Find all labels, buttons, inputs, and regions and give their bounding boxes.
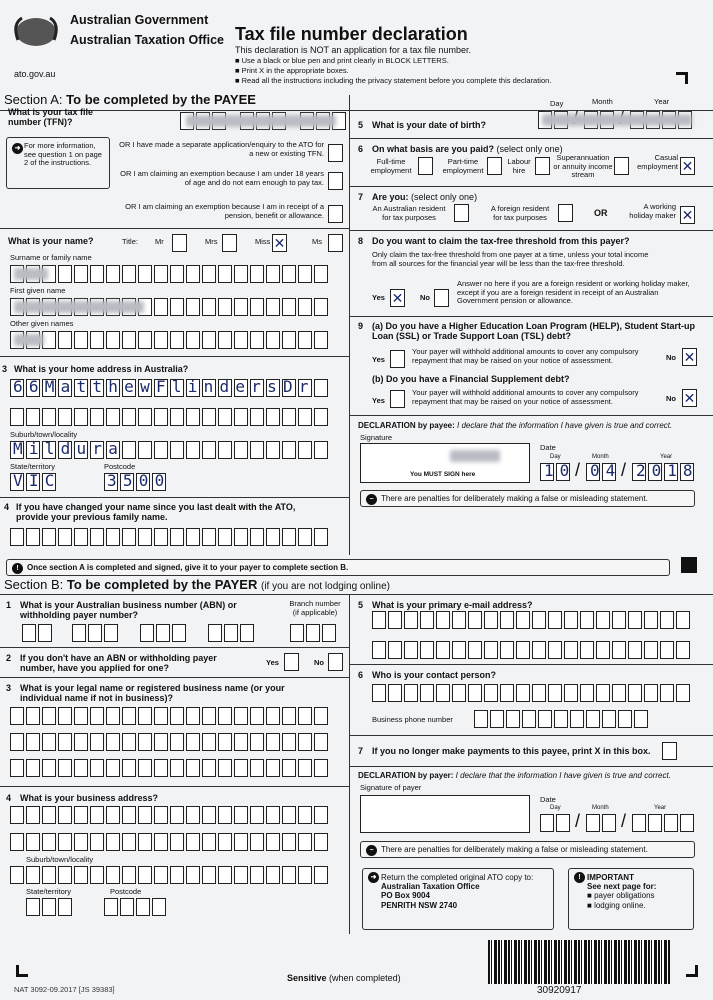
dob-day-label: Day	[550, 99, 564, 108]
pension-checkbox[interactable]	[328, 205, 343, 223]
labour-hire-checkbox[interactable]	[535, 157, 550, 175]
corner-mark	[686, 965, 698, 977]
payer-day-label: Day	[550, 805, 561, 811]
casual-label: Casual employment	[637, 153, 678, 171]
b-q3-number: 3	[6, 683, 12, 693]
email-boxes[interactable]	[372, 611, 690, 629]
q9a-yes-label: Yes	[372, 355, 385, 364]
address-boxes-2[interactable]	[10, 408, 328, 426]
mrs-checkbox[interactable]	[222, 234, 237, 252]
super-checkbox[interactable]	[614, 157, 629, 175]
legal-name-boxes[interactable]	[10, 707, 328, 725]
black-marker	[681, 557, 697, 573]
b-q7-label: If you no longer make payments to this payee, print X in this box.	[372, 746, 651, 756]
super-label: Superannuation or annuity income stream	[553, 153, 613, 180]
date-month-label: Month	[592, 454, 609, 460]
branch-boxes[interactable]	[290, 624, 336, 642]
info-icon: !	[574, 872, 585, 883]
state-value: VIC	[13, 471, 61, 490]
q9b-yes-checkbox[interactable]	[390, 390, 405, 408]
date-year-value: 2018	[636, 461, 699, 480]
payer-year-label: Year	[654, 805, 667, 811]
q9a-note: Your payer will withhold additional amounts to cover any compulsory repayment that may be raised on your notice of assessment.	[412, 347, 639, 365]
bullet-icon: ■	[235, 66, 242, 75]
important-label: IMPORTANT	[587, 873, 634, 882]
q9b-label: (b) Do you have a Financial Supplement debt?	[372, 374, 570, 384]
mr-label: Mr	[155, 237, 164, 246]
q6-label: On what basis are you paid? (select only one)	[372, 144, 563, 154]
other-names-redacted	[14, 334, 44, 346]
section-a-heading: Section A: To be completed by the PAYEE	[4, 92, 256, 107]
new-tfn-checkbox[interactable]	[328, 144, 343, 162]
part-time-checkbox[interactable]	[487, 157, 502, 175]
corner-mark	[16, 965, 28, 977]
whm-label: A working holiday maker	[629, 202, 676, 220]
signature-label: Signature	[360, 433, 393, 442]
sensitive-label: Sensitive (when completed)	[287, 973, 401, 983]
surname-boxes[interactable]	[10, 265, 328, 283]
payer-declaration: DECLARATION by payer: I declare that the information I have given is true and correct.	[358, 771, 671, 780]
aus-resident-checkbox[interactable]	[454, 204, 469, 222]
b-state-boxes[interactable]	[26, 898, 72, 916]
b-q7-number: 7	[358, 746, 364, 756]
dob-month-label: Month	[592, 97, 613, 106]
b-q2-label: If you don't have an ABN or withholding payer number, have you applied for one?	[20, 653, 217, 674]
part-time-label: Part-time employment	[442, 157, 484, 175]
minus-icon: −	[366, 494, 377, 505]
slash-5: /	[575, 811, 581, 831]
first-name-redacted	[14, 301, 144, 313]
payer-month-boxes[interactable]	[586, 814, 616, 832]
abn-boxes[interactable]	[208, 624, 254, 642]
q9b-yes-label: Yes	[372, 396, 385, 405]
q3-label: What is your home address in Australia?	[14, 364, 189, 374]
q9b-no-label: No	[666, 394, 676, 403]
barcode-number: 30920917	[537, 985, 582, 996]
instruction-3: ■ Read all the instructions including the privacy statement before you complete this declaration.	[235, 76, 552, 85]
postcode-label: Postcode	[104, 462, 136, 471]
payer-date-label: Date	[540, 795, 556, 804]
q3-number: 3	[2, 364, 8, 374]
biz-address-boxes[interactable]	[10, 806, 328, 824]
return-line-1: Australian Taxation Office	[381, 882, 480, 892]
q8-yes-checkbox[interactable]: ✕	[391, 290, 404, 306]
q9a-label: (a) Do you have a Higher Education Loan Program (HELP), Student Start-up Loan (SSL) or Trade Support Loan (TSL) debt?	[372, 321, 696, 342]
b-q3-label: What is your legal name or registered business name (or your individual name if not in business)?	[20, 683, 285, 704]
legal-name-boxes-3[interactable]	[10, 759, 328, 777]
miss-checkbox[interactable]: ✕	[273, 235, 286, 251]
first-name-label: First given name	[10, 286, 66, 295]
date-label: Date	[540, 443, 556, 452]
b-suburb-label: Suburb/town/locality	[26, 855, 94, 864]
contact-boxes[interactable]	[372, 684, 690, 702]
b-q5-label: What is your primary e-mail address?	[372, 600, 533, 610]
email-boxes-2[interactable]	[372, 641, 690, 659]
b-postcode-label: Postcode	[110, 887, 142, 896]
branch-label: Branch number (if applicable)	[289, 599, 341, 617]
more-info-box: ➜ For more information, see question 1 on page 2 of the instructions.	[6, 137, 110, 189]
mr-checkbox[interactable]	[172, 234, 187, 252]
full-time-checkbox[interactable]	[418, 157, 433, 175]
b-q2-no-label: No	[314, 658, 324, 667]
b-q7-checkbox[interactable]	[662, 742, 677, 760]
under18-checkbox[interactable]	[328, 172, 343, 190]
prev-name-boxes[interactable]	[10, 528, 328, 546]
q4-label: If you have changed your name since you last dealt with the ATO, provide your previous family name.	[16, 502, 296, 523]
b-q2-yes-checkbox[interactable]	[284, 653, 299, 671]
bullet-icon: ■	[235, 76, 242, 85]
address-value: 66MatthewFlindersDr	[13, 377, 315, 396]
full-time-label: Full-time employment	[370, 157, 412, 175]
gov-name: Australian Government	[70, 13, 209, 27]
payer-year-boxes[interactable]	[632, 814, 694, 832]
minus-icon: −	[366, 845, 377, 856]
ms-label: Ms	[312, 237, 322, 246]
payer-day-boxes[interactable]	[540, 814, 570, 832]
surname-redacted	[14, 268, 48, 280]
bullet-icon: ■	[587, 900, 595, 910]
q9b-no-checkbox[interactable]: ✕	[683, 390, 696, 406]
b-suburb-boxes[interactable]	[10, 866, 328, 884]
instruction-1: ■ Use a black or blue pen and print clearly in BLOCK LETTERS.	[235, 56, 449, 65]
important-line-3: ■ lodging online.	[587, 900, 646, 910]
q8-text: Only claim the tax-free threshold from one payer at a time, unless your total income from all sources for the financial year will be less than the tax-free threshold.	[372, 250, 649, 268]
suburb-value: Mildura	[13, 439, 125, 458]
q5-number: 5	[358, 120, 364, 130]
q8-number: 8	[358, 236, 364, 246]
ms-checkbox[interactable]	[328, 234, 343, 252]
legal-name-boxes-2[interactable]	[10, 733, 328, 751]
arrow-icon: ➜	[368, 872, 379, 883]
date-month-value: 04	[590, 461, 622, 480]
q1-label: What is your tax file number (TFN)?	[8, 107, 94, 128]
return-address-box	[362, 868, 554, 930]
bullet-icon: ■	[587, 891, 595, 901]
casual-checkbox[interactable]: ✕	[681, 158, 694, 174]
labour-hire-label: Labour hire	[507, 157, 531, 175]
or-under18: OR I am claiming an exemption because I am under 18 years of age and do not earn enough to pay tax.	[120, 169, 324, 187]
biz-address-boxes-2[interactable]	[10, 833, 328, 851]
bullet-icon: ■	[235, 56, 242, 65]
subtitle: This declaration is NOT an application for a tax file number.	[235, 45, 471, 55]
q8-label: Do you want to claim the tax-free threshold from this payer?	[372, 236, 630, 246]
slash-3: /	[575, 460, 581, 480]
payer-month-label: Month	[592, 805, 609, 811]
b-q5-number: 5	[358, 600, 364, 610]
instruction-2: ■ Print X in the appropriate boxes.	[235, 66, 349, 75]
state-label: State/territory	[10, 462, 56, 471]
or-label: OR	[594, 208, 608, 218]
b-q2-number: 2	[6, 653, 12, 663]
foreign-resident-checkbox[interactable]	[558, 204, 573, 222]
return-label: Return the completed original ATO copy to:	[381, 873, 534, 882]
phone-boxes[interactable]	[474, 710, 648, 728]
aus-resident-label: An Australian resident for tax purposes	[372, 204, 446, 222]
signature-redacted	[450, 450, 500, 462]
date-year-label: Year	[660, 454, 673, 460]
penalty-notice-a: − There are penalties for deliberately making a false or misleading statement.	[360, 490, 695, 507]
or-pension: OR I am claiming an exemption because I am in receipt of a pension, benefit or allowance.	[125, 202, 324, 220]
b-q6-label: Who is your contact person?	[372, 670, 497, 680]
b-state-label: State/territory	[26, 887, 72, 896]
q8-yes-label: Yes	[372, 293, 385, 302]
abn-boxes[interactable]	[22, 624, 52, 642]
q2-label: What is your name?	[8, 236, 94, 246]
other-names-label: Other given names	[10, 319, 74, 328]
q4-number: 4	[4, 502, 10, 512]
q5-label: What is your date of birth?	[372, 120, 486, 130]
dob-redacted	[542, 114, 692, 126]
ato-url: ato.gov.au	[14, 69, 56, 79]
q9a-no-checkbox[interactable]: ✕	[683, 349, 696, 365]
arrow-icon: ➜	[12, 143, 23, 154]
corner-mark	[676, 72, 688, 84]
b-q2-no-checkbox[interactable]	[328, 653, 343, 671]
ato-name: Australian Taxation Office	[70, 33, 224, 47]
surname-label: Surname or family name	[10, 253, 92, 262]
return-line-2: PO Box 9004	[381, 891, 430, 901]
important-line-2: ■ payer obligations	[587, 891, 655, 901]
q6-number: 6	[358, 144, 364, 154]
other-names-boxes[interactable]	[10, 331, 328, 349]
dob-year-label: Year	[654, 97, 670, 106]
alert-icon: !	[12, 563, 23, 574]
important-line-1: See next page for:	[587, 882, 657, 892]
whm-checkbox[interactable]: ✕	[681, 207, 694, 223]
page-title: Tax file number declaration	[235, 24, 468, 44]
form-code: NAT 3092-09.2017 [JS 39383]	[14, 985, 115, 994]
sign-here-label: You MUST SIGN here	[410, 471, 476, 478]
b-q2-yes-label: Yes	[266, 658, 279, 667]
b-postcode-boxes[interactable]	[104, 898, 166, 916]
payer-signature-box[interactable]	[360, 795, 530, 833]
section-b-heading: Section B: To be completed by the PAYER (if you are not lodging online)	[4, 577, 390, 592]
important-box	[568, 868, 694, 930]
payee-declaration: DECLARATION by payee: I declare that the information I have given is true and correct.	[358, 421, 673, 430]
b-q1-number: 1	[6, 600, 12, 610]
q7-label: Are you: (select only one)	[372, 192, 478, 202]
abn-boxes[interactable]	[72, 624, 118, 642]
date-day-label: Day	[550, 454, 561, 460]
q8-note: Answer no here if you are a foreign resident or working holiday maker, except if you are a foreign resident in receipt of an Australian Government pension or allowance.	[457, 279, 690, 306]
return-line-3: PENRITH NSW 2740	[381, 900, 458, 910]
b-q6-number: 6	[358, 670, 364, 680]
b-q1-label: What is your Australian business number (ABN) or withholding payer number?	[20, 600, 237, 621]
tfn-redacted	[186, 115, 336, 127]
q8-no-checkbox[interactable]	[434, 289, 449, 307]
mrs-label: Mrs	[205, 237, 218, 246]
b-q4-number: 4	[6, 793, 12, 803]
q9a-yes-checkbox[interactable]	[390, 350, 405, 368]
suburb-label: Suburb/town/locality	[10, 430, 78, 439]
title-label: Title:	[122, 237, 138, 246]
slash-6: /	[621, 811, 627, 831]
phone-label: Business phone number	[372, 715, 453, 724]
slash-4: /	[621, 460, 627, 480]
q8-no-label: No	[420, 293, 430, 302]
q9a-no-label: No	[666, 353, 676, 362]
coat-of-arms-icon	[8, 10, 64, 50]
b-q4-label: What is your business address?	[20, 793, 159, 803]
barcode	[488, 940, 670, 984]
q9b-note: Your payer will withhold additional amounts to cover any compulsory repayment that may be raised on your notice of assessment.	[412, 388, 639, 406]
once-completed-notice: ! Once section A is completed and signed, give it to your payer to complete section B.	[6, 559, 670, 576]
date-day-value: 10	[544, 461, 576, 480]
abn-boxes[interactable]	[140, 624, 186, 642]
payer-signature-label: Signature of payer	[360, 783, 422, 792]
miss-label: Miss	[255, 237, 271, 246]
penalty-notice-b: − There are penalties for deliberately making a false or misleading statement.	[360, 841, 695, 858]
q9-number: 9	[358, 321, 364, 331]
or-new-tfn: OR I have made a separate application/enquiry to the ATO for a new or existing TFN.	[119, 140, 324, 158]
postcode-value: 3500	[107, 471, 171, 490]
foreign-resident-label: A foreign resident for tax purposes	[490, 204, 550, 222]
q7-number: 7	[358, 192, 364, 202]
